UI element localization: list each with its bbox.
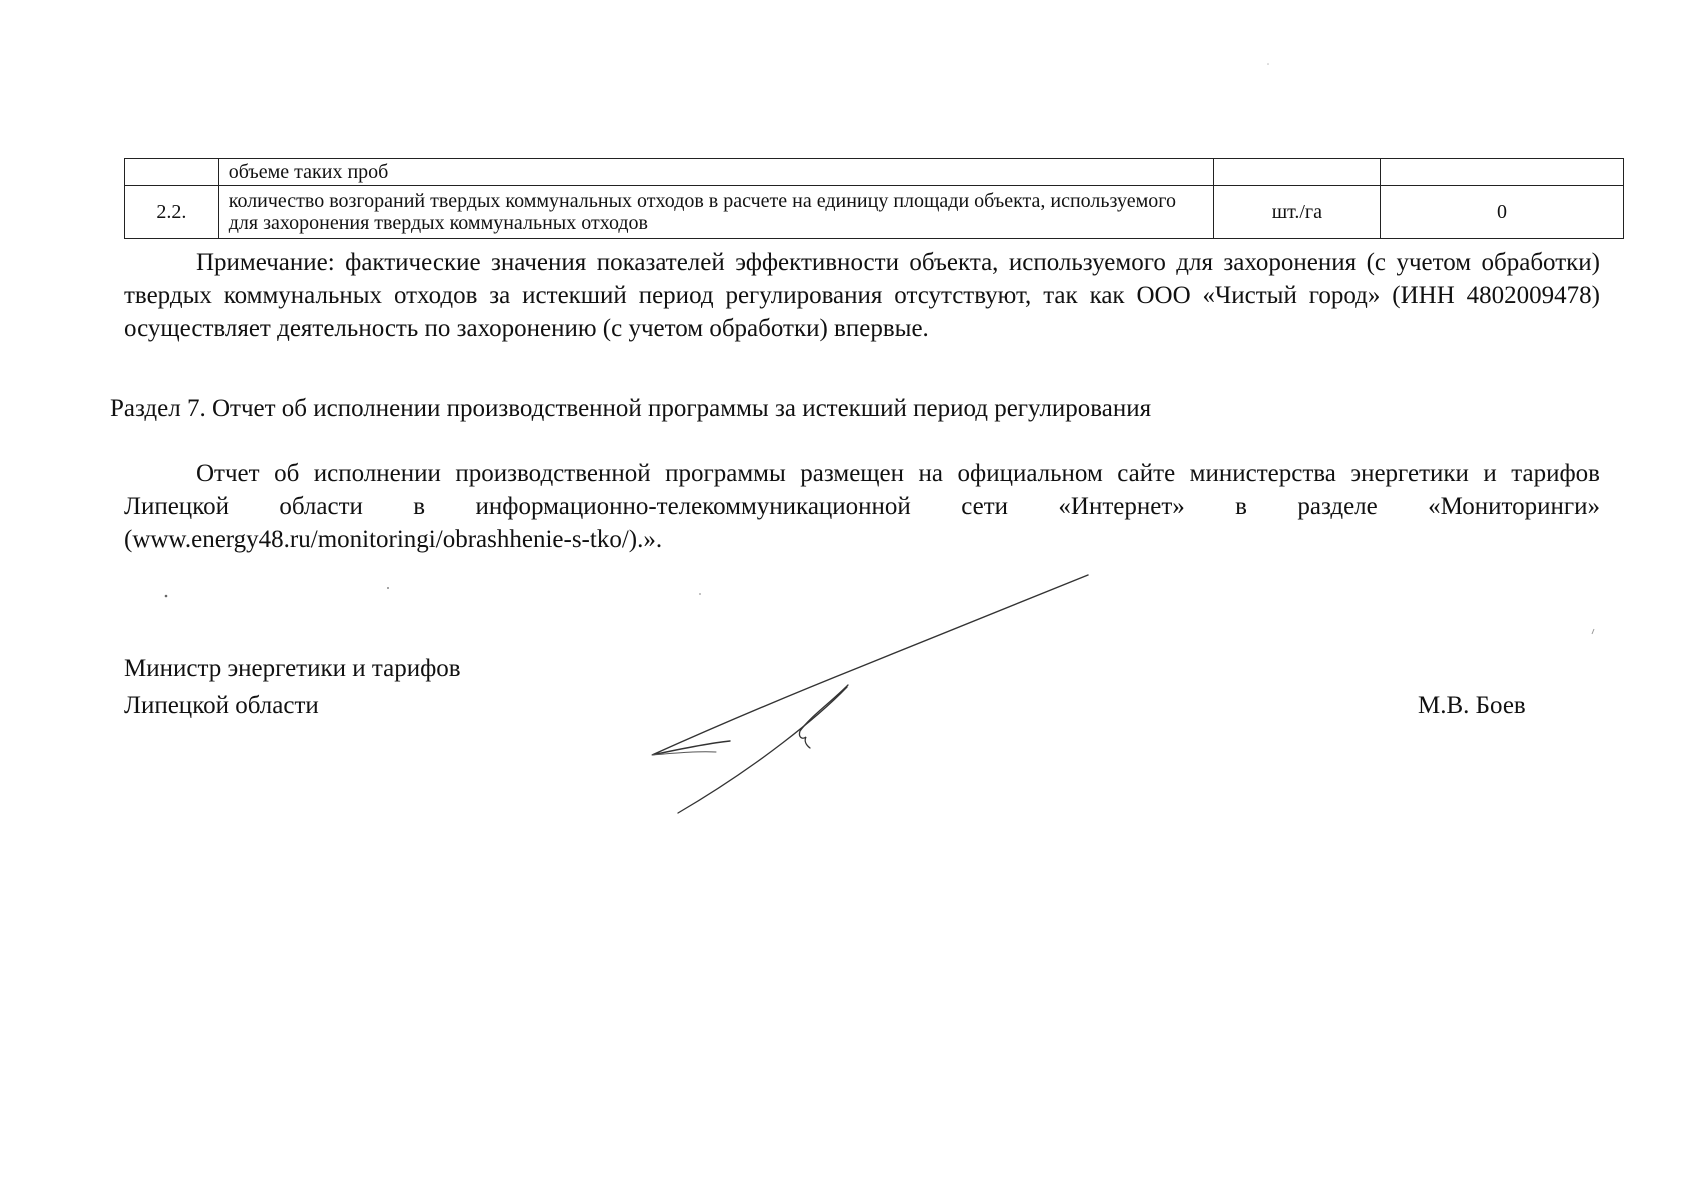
section-title: Раздел 7. Отчет об исполнении производственной программы за истекший период регулирования <box>110 395 1152 422</box>
signatory-name: М.В. Боев <box>1418 692 1526 719</box>
row-number-cell <box>125 159 219 186</box>
row-unit-cell: шт./га <box>1213 186 1380 239</box>
table-row <box>125 159 1624 186</box>
row-unit-cell <box>1213 159 1380 186</box>
handwritten-signature <box>640 565 1100 825</box>
row-description-cell: количество возгораний твердых коммунальных отходов в расчете на единицу площади объекта, используемого для захоронения твердых коммунальных отходов <box>218 186 1213 239</box>
row-description-cell: объеме таких проб <box>218 159 1213 186</box>
row-number-cell: 2.2. <box>125 186 219 239</box>
signatory-title-line: Липецкой области <box>124 692 319 719</box>
note-paragraph: Примечание: фактические значения показателей эффективности объекта, используемого для захоронения (с учетом обработки) твердых коммунальных отходов за истекший период регулирования отсутствуют, так как ООО «Чистый город» (ИНН 4802009478) осуществляет деятельность по захоронению (с учетом обработки) впервые. <box>124 249 1600 342</box>
table-row <box>125 186 1624 239</box>
row-value-cell <box>1381 159 1624 186</box>
row-value-cell: 0 <box>1381 186 1624 239</box>
report-paragraph: Отчет об исполнении производственной программы размещен на официальном сайте министерства энергетики и тарифов Липецкой области в информационно-телекоммуникационной сети «Интернет» в разделе «Мониторинги» (www.energy48.ru/monitoringi/obrashhenie-s-tko/).». <box>124 460 1600 553</box>
signatory-title <box>124 650 461 724</box>
signatory-title-line: Министр энергетики и тарифов <box>124 655 461 682</box>
indicators-table <box>124 158 1624 239</box>
